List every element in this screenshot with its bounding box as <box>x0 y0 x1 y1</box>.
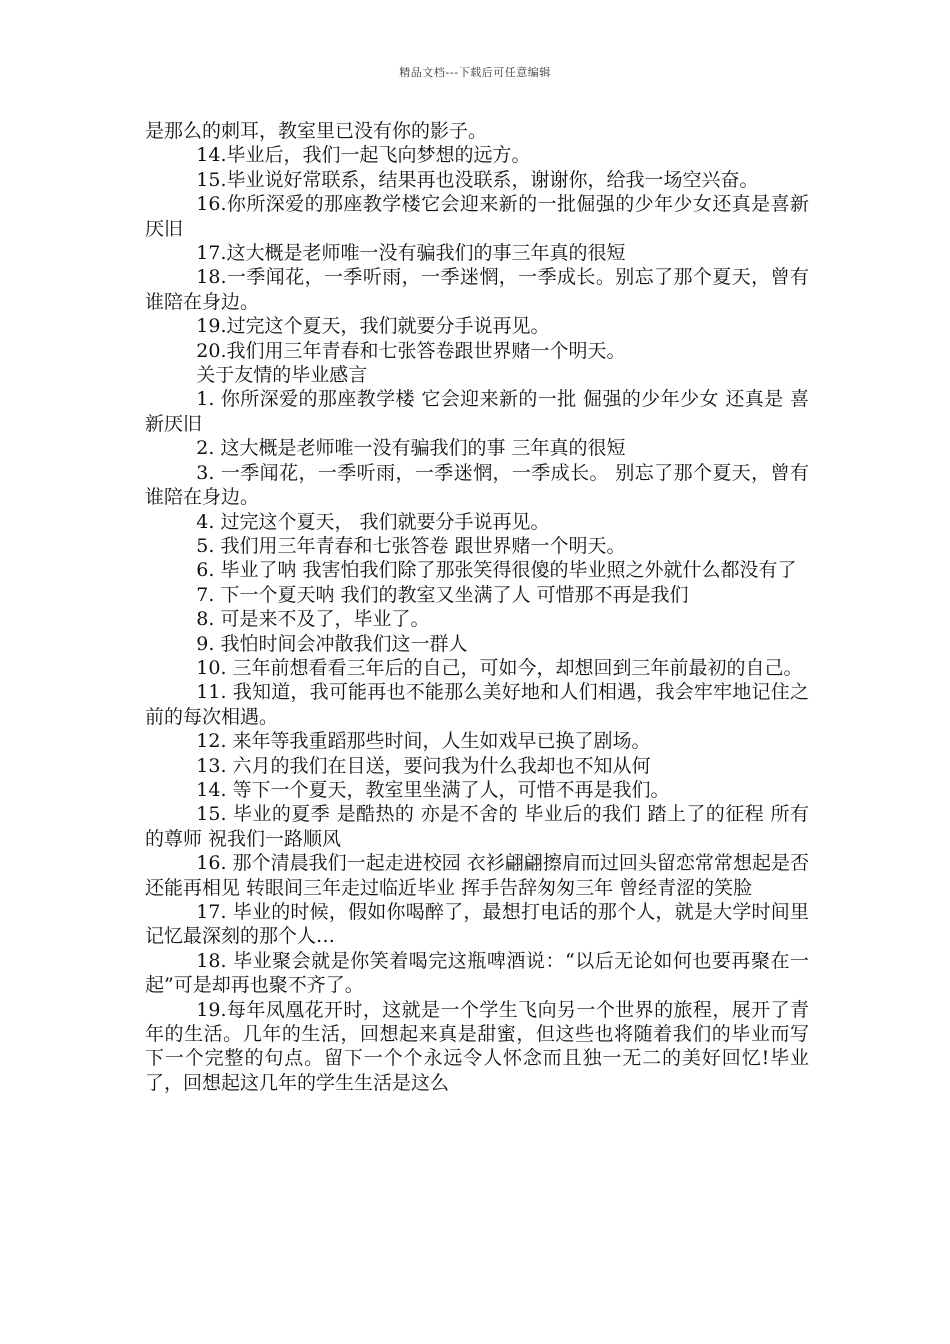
list-item: 19.每年凤凰花开时，这就是一个学生飞向另一个世界的旅程，展开了青年的生活。几年的生活，回想起来真是甜蜜，但这些也将随着我们的毕业而写下一个完整的句点。留下一个个永远令人怀念而且独一无二的美好回忆!毕业了，回想起这几年的学生生活是这么 <box>145 998 809 1094</box>
list-item: 4. 过完这个夏天， 我们就要分手说再见。 <box>196 510 550 533</box>
list-item: 18. 毕业聚会就是你笑着喝完这瓶啤酒说：“以后无论如何也要再聚在一起”可是却再也聚不齐了。 <box>145 949 809 997</box>
list-item: 7. 下一个夏天呐 我们的教室又坐满了人 可惜那不再是我们 <box>196 583 689 606</box>
list-item: 8. 可是来不及了，毕业了。 <box>196 608 430 631</box>
list-item: 17. 毕业的时候，假如你喝醉了，最想打电话的那个人，就是大学时间里记忆最深刻的那个人… <box>145 901 809 948</box>
list-item: 9. 我怕时间会冲散我们这一群人 <box>196 632 468 655</box>
list-item: 16.你所深爱的那座教学楼它会迎来新的一批倔强的少年少女还真是喜新厌旧 <box>145 193 809 240</box>
list-item: 13. 六月的我们在目送，要问我为什么我却也不知从何 <box>196 754 651 777</box>
page-header: 精品文档---下载后可任意编辑 <box>399 66 551 79</box>
list-item: 15. 毕业的夏季 是酷热的 亦是不舍的 毕业后的我们 踏上了的征程 所有的尊师 祝我们一路顺风 <box>145 803 809 850</box>
list-item: 14. 等下一个夏天，教室里坐满了人，可惜不再是我们。 <box>196 778 670 801</box>
list-item: 16. 那个清晨我们一起走进校园 衣衫翩翩擦肩而过回头留恋常常想起是否还能再相见 转眼间三年走过临近毕业 挥手告辞匆匆三年 曾经青涩的笑脸 <box>145 852 809 899</box>
list-item: 10. 三年前想看看三年后的自己，可如今，却想回到三年前最初的自己。 <box>196 656 803 679</box>
document-body <box>145 119 809 1095</box>
list-item: 2. 这大概是老师唯一没有骗我们的事 三年真的很短 <box>196 437 626 460</box>
list-item: 1. 你所深爱的那座教学楼 它会迎来新的一批 倔强的少年少女 还真是 喜新厌旧 <box>145 388 809 435</box>
list-item: 5. 我们用三年青春和七张答卷 跟世界赌一个明天。 <box>196 534 626 557</box>
list-item: 20.我们用三年青春和七张答卷跟世界赌一个明天。 <box>196 339 626 362</box>
list-item: 15.毕业说好常联系，结果再也没联系，谢谢你，给我一场空兴奋。 <box>196 168 759 191</box>
section-heading: 关于友情的毕业感言 <box>196 364 368 387</box>
list-item: 14.毕业后，我们一起飞向梦想的远方。 <box>196 144 531 167</box>
list-item: 19.过完这个夏天，我们就要分手说再见。 <box>196 315 550 338</box>
list-item: 3. 一季闻花，一季听雨，一季迷惘，一季成长。 别忘了那个夏天，曾有谁陪在身边。 <box>145 461 809 509</box>
list-item: 11. 我知道，我可能再也不能那么美好地和人们相遇，我会牢牢地记住之前的每次相遇。 <box>145 681 809 728</box>
list-item: 18.一季闻花，一季听雨，一季迷惘，一季成长。别忘了那个夏天，曾有谁陪在身边。 <box>145 266 809 313</box>
paragraph-continuation: 是那么的刺耳，教室里已没有你的影子。 <box>145 120 488 142</box>
list-item: 17.这大概是老师唯一没有骗我们的事三年真的很短 <box>196 242 626 265</box>
list-item: 12. 来年等我重蹈那些时间，人生如戏早已换了剧场。 <box>196 730 651 753</box>
list-item: 6. 毕业了呐 我害怕我们除了那张笑得很傻的毕业照之外就什么都没有了 <box>196 559 797 582</box>
